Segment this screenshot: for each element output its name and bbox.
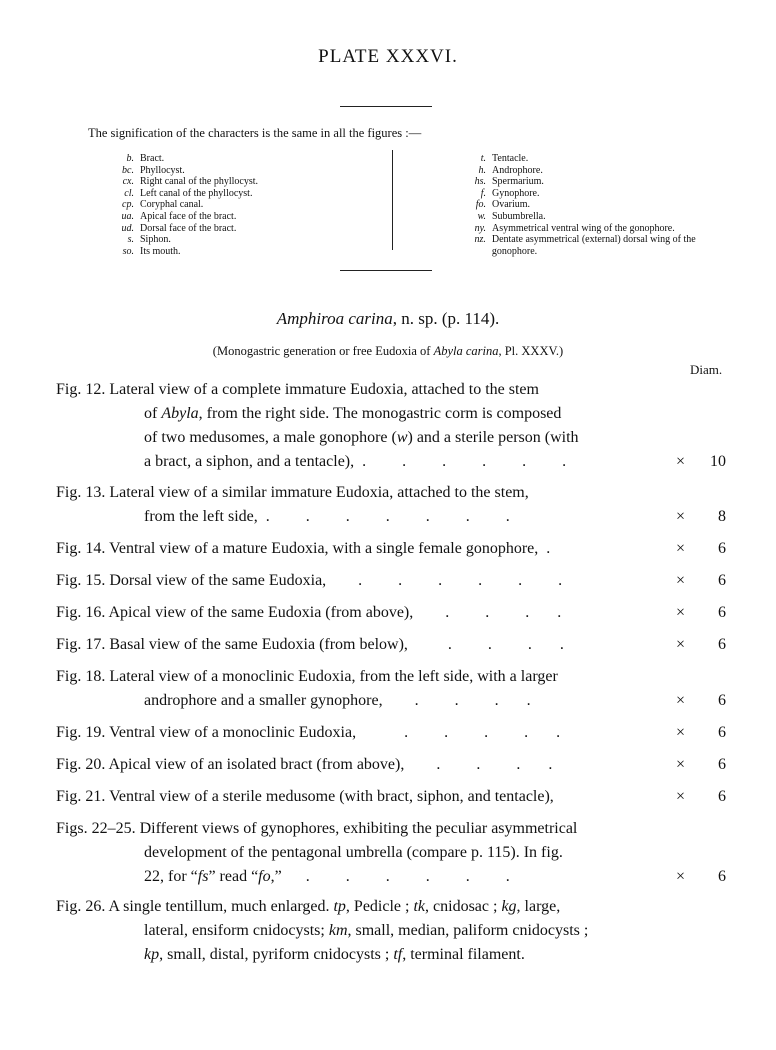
legend-item: so. Its mouth. <box>122 245 181 257</box>
figure-label: Fig. 13. <box>56 484 106 501</box>
figure-label: Fig. 20. <box>56 756 106 773</box>
legend-item: ua. Apical face of the bract. <box>121 210 237 222</box>
figure-label: Fig. 19. <box>56 724 106 741</box>
figure-entry-26: Fig. 26. A single tentillum, much enlarged. tp, Pedicle ; tk, cnidosac ; kg, large, lateral, ensiform cnidocysts; km, small, median, paliform cnidocysts ; kp, small, distal, pyriform cnidocysts ; tf, terminal filament. <box>56 895 726 967</box>
legend-left-column <box>108 153 258 257</box>
figure-label: Fig. 14. <box>56 540 106 557</box>
magnification-sign: × <box>676 540 686 557</box>
magnification-sign: × <box>676 868 686 885</box>
figure-entry-18: Fig. 18. Lateral view of a monoclinic Eudoxia, from the left side, with a larger androphore and a smaller gynophore, . . . . × 6 <box>56 665 726 713</box>
magnification-sign: × <box>676 508 686 525</box>
magnification-value: 8 <box>718 508 726 525</box>
magnification-sign: × <box>676 724 686 741</box>
figure-entry-17: Fig. 17. Basal view of the same Eudoxia (from below), . . . . × 6 <box>56 633 726 657</box>
figure-entry-20: Fig. 20. Apical view of an isolated bract (from above), . . . . × 6 <box>56 753 726 777</box>
magnification-value: 6 <box>718 724 726 741</box>
legend-intro: The signification of the characters is the same in all the figures :— <box>88 126 422 140</box>
figure-entry-15: Fig. 15. Dorsal view of the same Eudoxia, . . . . . . × 6 <box>56 569 726 593</box>
figure-entry-13: Fig. 13. Lateral view of a similar immature Eudoxia, attached to the stem, from the left side, . . . . . . . × 8 <box>56 481 726 529</box>
legend-item: s. Siphon. <box>127 234 171 246</box>
magnification-value: 6 <box>718 572 726 589</box>
magnification-value: 6 <box>718 692 726 709</box>
magnification-sign: × <box>676 572 686 589</box>
figure-entry-14: Fig. 14. Ventral view of a mature Eudoxia, with a single female gonophore, . × 6 <box>56 537 726 561</box>
diam-heading: Diam. <box>690 362 723 377</box>
legend-item: hs. Spermarium. <box>474 176 544 188</box>
figure-label: Fig. 16. <box>56 604 106 621</box>
title-rule <box>340 106 432 107</box>
magnification-value: 6 <box>718 788 726 805</box>
figure-label: Fig. 26. <box>56 898 106 915</box>
magnification-sign: × <box>676 788 686 805</box>
plate-title: PLATE XXXVI. <box>318 46 458 67</box>
legend-item: bc. Phyllocyst. <box>122 164 185 176</box>
legend-item: cl. Left canal of the phyllocyst. <box>124 187 253 199</box>
figure-label: Fig. 12. <box>56 381 106 398</box>
legend-item: ud. Dorsal face of the bract. <box>121 222 237 234</box>
magnification-value: 10 <box>710 453 726 470</box>
legend-item: cx. Right canal of the phyllocyst. <box>122 176 259 188</box>
legend-divider <box>392 150 393 250</box>
figure-entry-12: Fig. 12. Lateral view of a complete immature Eudoxia, attached to the stem of Abyla, from the right side. The monogastric corm is composed of two medusomes, a male gonophore (w) and a sterile person (with a bract, a siphon, and a tentacle), . . . . . . × 10 <box>56 378 726 474</box>
magnification-sign: × <box>676 604 686 621</box>
legend-item: nz. Dentate asymmetrical (external) dorsal wing of the gonophore. <box>474 234 696 257</box>
legend-item: ny. Asymmetrical ventral wing of the gonophore. <box>474 222 675 234</box>
legend-item: t. Tentacle. <box>480 153 529 164</box>
figure-label: Fig. 21. <box>56 788 106 805</box>
magnification-sign: × <box>676 756 686 773</box>
figure-entry-22-25: Figs. 22–25. Different views of gynophores, exhibiting the peculiar asymmetrical development of the pentagonal umbrella (compare p. 115). In fig. 22, for “fs” read “fo,” . . . . . . × 6 <box>56 817 726 889</box>
figure-entry-19: Fig. 19. Ventral view of a monoclinic Eudoxia, . . . . . × 6 <box>56 721 726 745</box>
legend-rule <box>340 270 432 271</box>
magnification-value: 6 <box>718 868 726 885</box>
figure-label: Fig. 17. <box>56 636 106 653</box>
legend-item: h. Androphore. <box>478 164 543 176</box>
species-title: Amphiroa carina, n. sp. (p. 114). <box>276 309 500 328</box>
legend-right-column <box>462 153 742 257</box>
species-subtitle: (Monogastric generation or free Eudoxia of Abyla carina, Pl. XXXV.) <box>212 344 564 358</box>
legend-item: b. Bract. <box>126 153 165 164</box>
legend-item: fo. Ovarium. <box>475 199 531 211</box>
figure-label: Figs. 22–25. <box>56 820 136 837</box>
magnification-value: 6 <box>718 756 726 773</box>
figure-label: Fig. 15. <box>56 572 106 589</box>
magnification-value: 6 <box>718 604 726 621</box>
legend-item: cp. Coryphal canal. <box>122 199 204 211</box>
legend-item: w. Subumbrella. <box>477 210 546 222</box>
magnification-sign: × <box>676 692 686 709</box>
magnification-value: 6 <box>718 540 726 557</box>
magnification-sign: × <box>676 636 686 653</box>
figure-entry-16: Fig. 16. Apical view of the same Eudoxia (from above), . . . . × 6 <box>56 601 726 625</box>
magnification-value: 6 <box>718 636 726 653</box>
figure-entry-21: Fig. 21. Ventral view of a sterile medusome (with bract, siphon, and tentacle), × 6 <box>56 785 726 809</box>
magnification-sign: × <box>676 453 686 470</box>
figure-label: Fig. 18. <box>56 668 106 685</box>
legend-item: f. Gynophore. <box>480 187 540 199</box>
